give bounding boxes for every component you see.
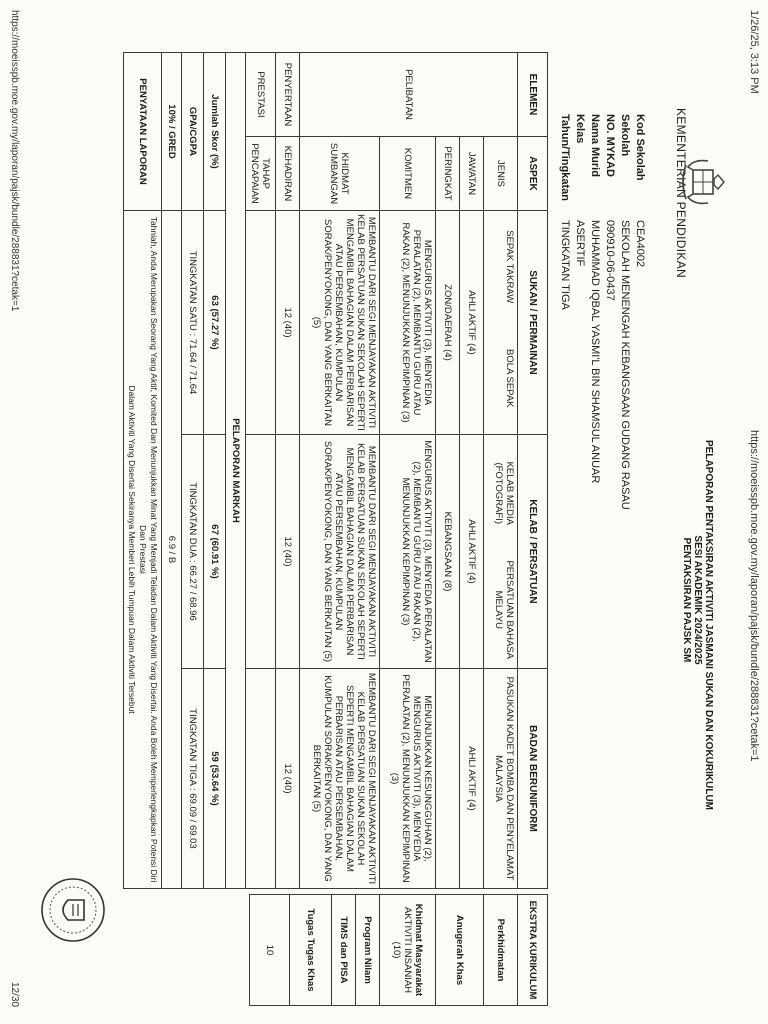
khidmat-badan: MEMBANTU DARI SEGI MENJAYAKAN AKTIVITI KELAB PERSATUAN SUKAN SEKOLAH SEPERTI MENGAMBIL BAHAGIAN DALAM PERBARISAN ATAU PERSEMBAHAN, KUMPULAN SORAK/PENYOKONG, DAN YANG BERKAITAN (5) [300,669,380,889]
page-number: 12/30 [9,982,20,1008]
info-label-nama: Nama Murid [589,114,601,177]
aspek-jenis: JENIS [484,137,518,211]
elemen-penyertaan: PENYERTAAN [276,53,300,137]
ministry-name: KEMENTERIAN PENDIDIKAN [674,108,688,278]
ekstra-tugas-label: Tugas Tugas Khas [290,895,332,1006]
school-crest-icon [38,875,108,945]
jenis-sukan-a: SEPAK TAKRAW [504,230,515,304]
jawatan-kelab: AHLI AKTIF (4) [460,435,484,669]
ekstra-perkhidmatan-label: Perkhidmatan [484,895,518,1006]
peringkat-sukan: ZON/DAERAH (4) [436,211,460,435]
header-aspek: ASPEK [518,137,548,211]
khidmat-sukan: MEMBANTU DARI SEGI MENJAYAKAN AKTIVITI KELAB PERSATUAN SUKAN SEKOLAH SEPERTI MENGAMBIL BAHAGIAN DALAM PERBARISAN ATAU PERSEMBAHAN, KUMPULAN SORAK/PENYOKONG, DAN YANG BERKAITAN (5) [300,211,380,435]
ekstra-kurikulum-table [249,894,548,1006]
info-label-sekolah: Sekolah [619,114,631,157]
jumlah-skor-label: Jumlah Skor (%) [204,53,226,211]
info-value-tahun: TINGKATAN TIGA [559,220,571,310]
info-label-kelas: Kelas [574,114,586,144]
aspek-peringkat: PERINGKAT [436,137,460,211]
jenis-kelab [484,435,518,669]
komitmen-sukan: MENGURUS AKTIVITI (3), MENYEDIA PERALATAN (2), MEMBANTU GURU ATAU RAKAN (2), MENUNJUKKAN KEPIMPINAN (3) [380,211,436,435]
report-title [681,440,714,811]
tahap-sukan [246,211,276,435]
jenis-sukan-b: BOLA SEPAK [504,349,515,408]
komitmen-kelab: MENGURUS AKTIVITI (3), MENYEDIA PERALATAN (2), MEMBANTU GURU ATAU RAKAN (2), MENUNJUKKAN KEPIMPINAN (3) [380,435,436,669]
ekstra-khidmat-value: AKTIVITI INSANIAH (10) [391,906,413,994]
jawatan-badan: AHLI AKTIF (4) [460,669,484,889]
gpa-label: GPA/CGPA [182,53,204,211]
kehadiran-kelab: 12 (40) [276,435,300,669]
header-kelab: KELAB / PERSATUAN [518,435,548,669]
peringkat-kelab: KEBANGSAAN (8) [436,435,460,669]
aspek-jawatan: JAWATAN [460,137,484,211]
info-label-tahun: Tahun/Tingkatan [559,114,571,201]
gred-value: 6.9 / B [162,211,182,889]
print-url: https://moeisspb.moe.gov.my/laporan/pajsk/bundle/288831?cetak=1 [748,430,760,762]
info-label-mykad: NO. MYKAD [604,114,616,177]
ekstra-tims-label: TIMS dan PISA [332,895,356,1006]
gred-label: 10% / GRED [162,53,182,211]
jenis-kelab-a: KELAB MEDIA (FOTOGRAFI) [493,461,515,525]
tahap-kelab [246,435,276,669]
gpa-tingkatan-tiga: TINGKATAN TIGA : 69.09 / 69.03 [182,669,204,889]
gpa-tingkatan-satu: TINGKATAN SATU : 71.64 / 71.64 [182,211,204,435]
header-elemen: ELEMEN [518,53,548,137]
ekstra-khidmat-masyarakat [380,895,436,1006]
ekstra-khidmat-label: Khidmat Masyarakat [413,903,424,997]
header-sukan: SUKAN / PERMAINAN [518,211,548,435]
kehadiran-sukan: 12 (40) [276,211,300,435]
ekstra-total: 10 [250,895,290,1006]
komitmen-badan: MENUNJUKKAN KESUNGGUHAN (2), MENGURUS AKTIVITI (3), MENYEDIA PERALATAN (2), MENUNJUKKAN KEPIMPINAN (3) [380,669,436,889]
gpa-tingkatan-dua: TINGKATAN DUA : 66.27 / 68.96 [182,435,204,669]
aspek-khidmat: KHIDMAT SUMBANGAN [300,137,380,211]
aspek-komitmen: KOMITMEN [380,137,436,211]
jenis-sukan [484,211,518,435]
report-title-line1: PELAPORAN PENTAKSIRAN AKTIVITI JASMANI SUKAN DAN KOKURIKULUM [703,440,714,811]
info-value-kelas: ASERTIF [574,220,586,267]
kehadiran-badan: 12 (40) [276,669,300,889]
pajsk-table [123,52,548,889]
footer-url: https://moeisspb.moe.gov.my/laporan/pajsk/bundle/288831?cetak=1 [9,10,20,312]
jawatan-sukan: AHLI AKTIF (4) [460,211,484,435]
aspek-kehadiran: KEHADIRAN [276,137,300,211]
aspek-tahap: TAHAP PENCAPAIAN [246,137,276,211]
jenis-kelab-b: PERSATUAN BAHASA MELAYU [493,560,515,660]
ekstra-nilam-label: Program Nilam [356,895,380,1006]
info-value-nama: MUHAMMAD IQBAL YASMI'L BIN SHAMSUL ANUAR [589,220,601,484]
laporan-text-line1: Tahniah, Anda Merupakan Seorang Yang Aktif, Komited Dan Menunjukkan Minat Yang Menjadi Teladan Dalam Aktiviti Yang Disertai. Anda Boleh Memperlengkapkan Potensi Diri Dan Prestasi [138,216,159,883]
laporan-label: PENYATAAN LAPORAN [124,53,162,211]
laporan-text-line2: Dalam Aktiviti Yang Disertai Sekiranya Memberi Lebih Tumpuan Dalam Aktiviti Tersebut [127,385,137,714]
info-value-sekolah: SEKOLAH MENENGAH KEBANGSAAN GUDANG RASAU [619,220,631,510]
ekstra-title: EKSTRA KURIKULUM [518,895,548,1006]
info-value-kod: CEA4002 [634,220,646,268]
report-title-line2: SESI AKADEMIK 2024/2025 [692,535,703,665]
peringkat-badan [436,669,460,889]
elemen-prestasi: PRESTASI [246,53,276,137]
report-title-line3: PENTAKSIRAN PAJSK SM [681,537,692,663]
khidmat-kelab: MEMBANTU DARI SEGI MENJAYAKAN AKTIVITI KELAB PERSATUAN SUKAN SEKOLAH SEPERTI MENGAMBIL BAHAGIAN DALAM PERBARISAN ATAU PERSEMBAHAN, KUMPULAN SORAK/PENYOKONG, DAN YANG BERKAITAN (5) [300,435,380,669]
ekstra-anugerah-label: Anugerah Khas [436,895,484,1006]
elemen-pelibatan: PELIBATAN [300,53,518,137]
jumlah-skor-sukan: 63 (57.27 %) [204,211,226,435]
info-value-mykad: 090910-06-0437 [604,220,616,301]
coat-of-arms-icon [678,155,728,209]
pelaporan-markah-heading: PELAPORAN MARKAH [226,53,246,889]
info-label-kod: Kod Sekolah [634,114,646,181]
jumlah-skor-kelab: 67 (60.91 %) [204,435,226,669]
laporan-text [124,211,162,889]
jumlah-skor-badan: 59 (53.64 %) [204,669,226,889]
header-badan: BADAN BERUNIFORM [518,669,548,889]
tahap-badan [246,669,276,889]
jenis-badan: PASUKAN KADET BOMBA DAN PENYELAMAT MALAYSIA [484,669,518,889]
print-timestamp: 1/26/25, 3:13 PM [748,10,760,94]
